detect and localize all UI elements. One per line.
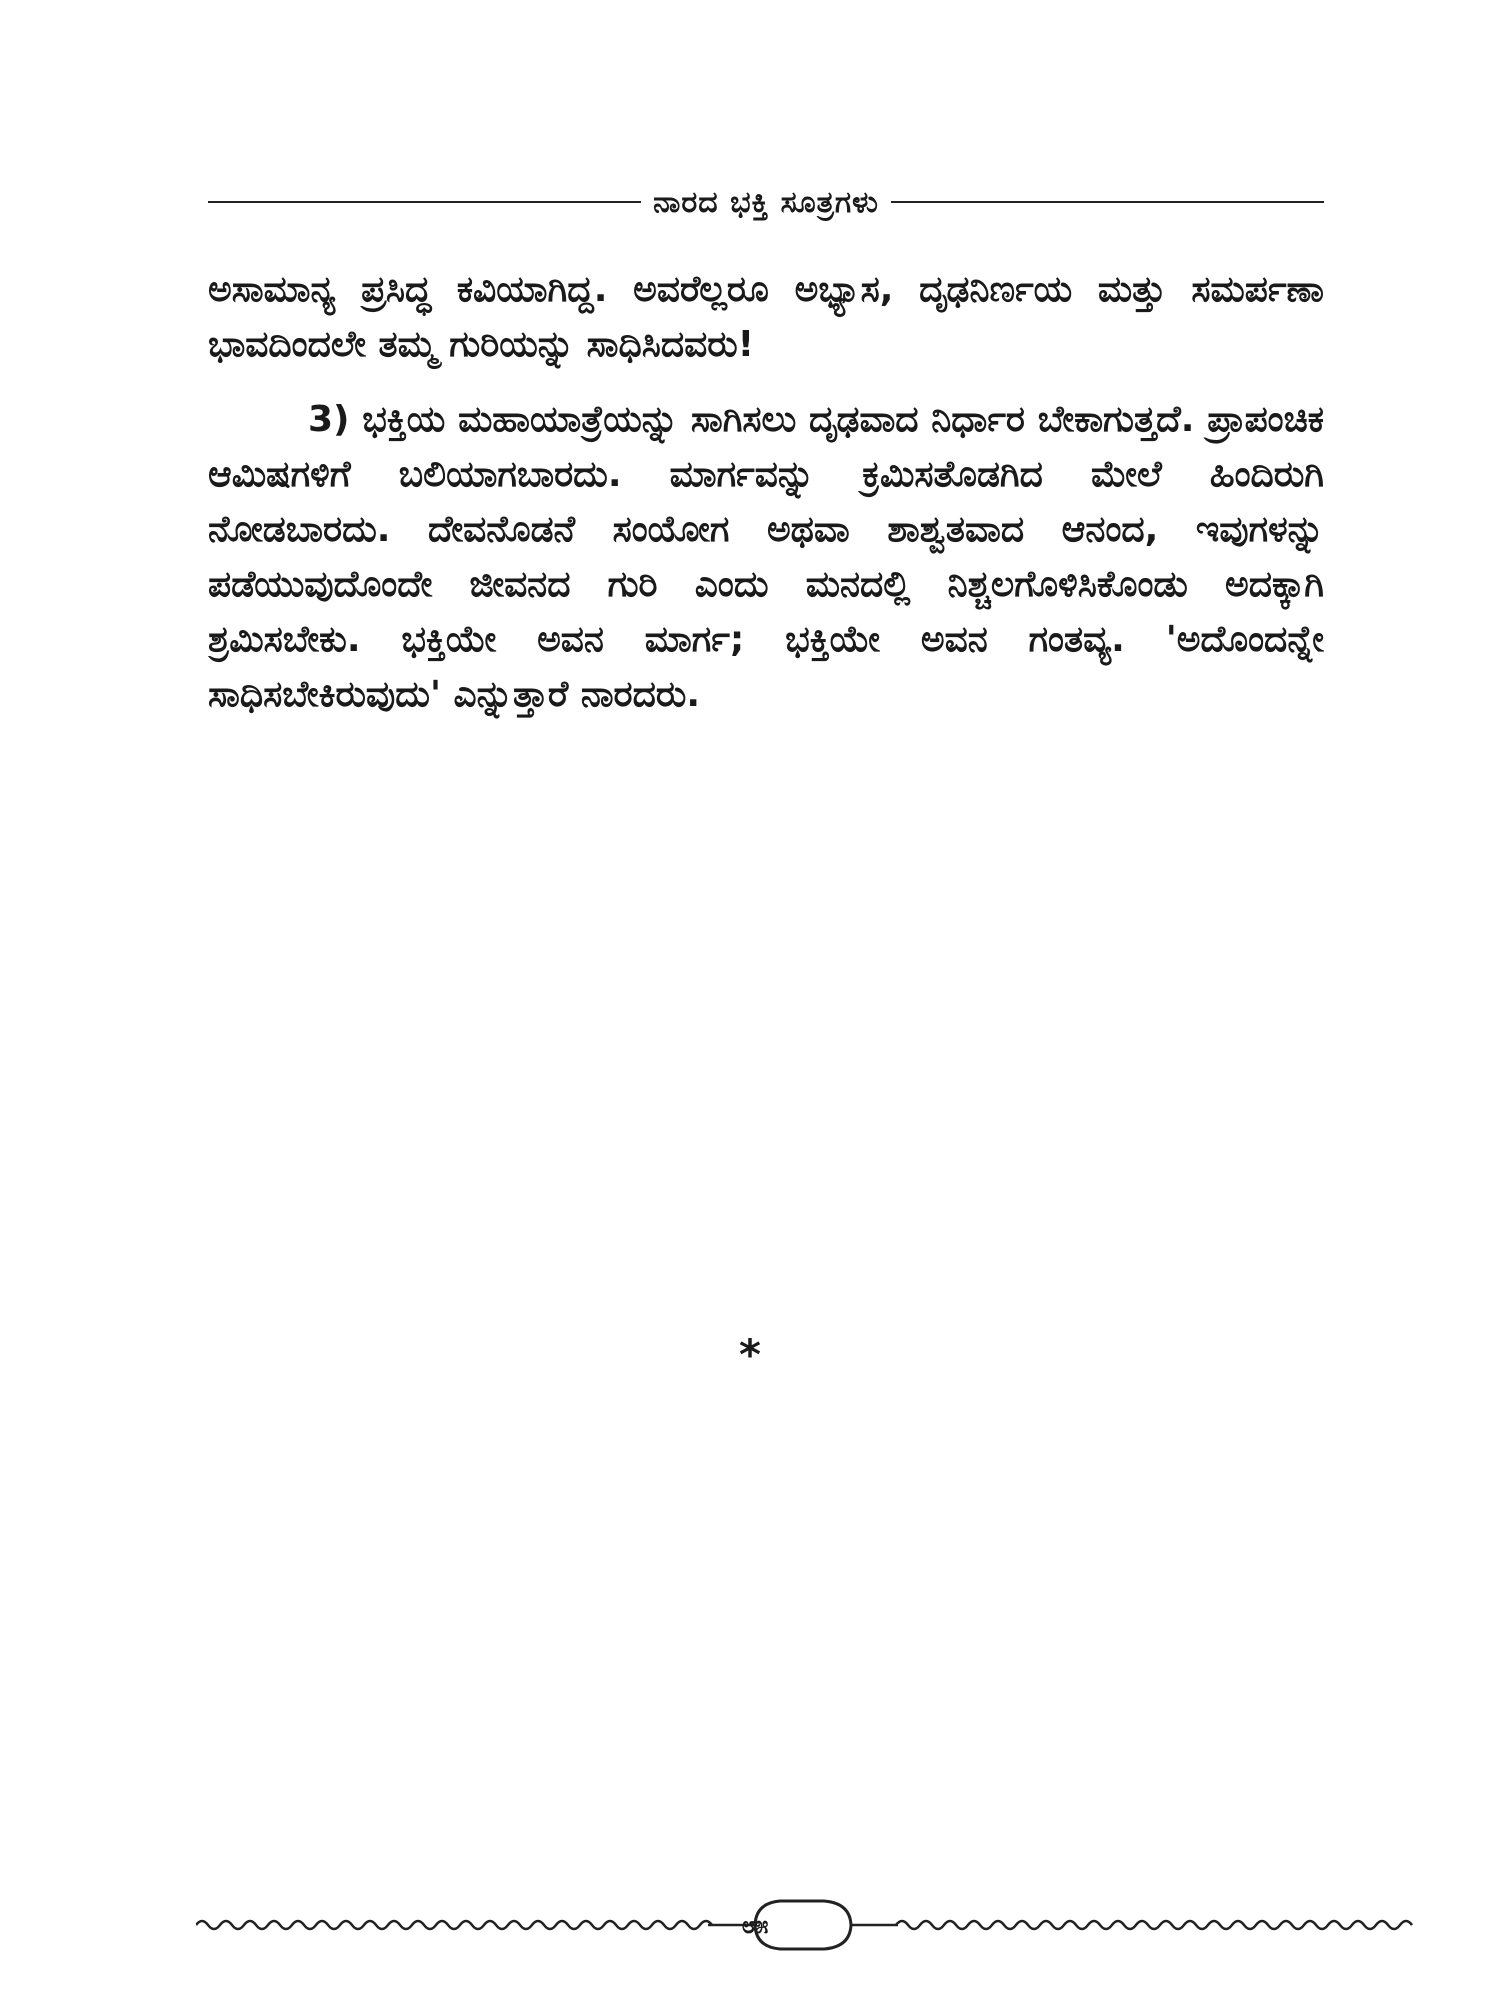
paragraph-1: ಅಸಾಮಾನ್ಯ ಪ್ರಸಿದ್ಧ ಕವಿಯಾಗಿದ್ದ. ಅವರೆಲ್ಲರೂ ಅಭ್ಯಾಸ, ದೃಢನಿರ್ಣಯ ಮತ್ತು ಸಮರ್ಪಣಾ ಭಾವದಿಂದಲೇ ತಮ್ಮ ಗುರಿಯನ್ನು ಸಾಧಿಸಿದವರು!: [208, 269, 1324, 365]
wave-border-icon: [196, 1895, 1416, 1955]
footer-ornament: [196, 1895, 1416, 1955]
header-rule-right: [891, 201, 1324, 203]
running-header: [208, 180, 1324, 224]
paragraph-2: 3) ಭಕ್ತಿಯ ಮಹಾಯಾತ್ರೆಯನ್ನು ಸಾಗಿಸಲು ದೃಢವಾದ ನಿರ್ಧಾರ ಬೇಕಾಗುತ್ತದೆ. ಪ್ರಾಪಂಚಿಕ ಆಮಿಷಗಳಿಗೆ ಬಲಿಯಾಗಬಾರದು. ಮಾರ್ಗವನ್ನು ಕ್ರಮಿಸತೊಡಗಿದ ಮೇಲೆ ಹಿಂದಿರುಗಿ ನೋಡಬಾರದು. ದೇವನೊಡನೆ ಸಂಯೋಗ ಅಥವಾ ಶಾಶ್ವತವಾದ ಆನಂದ, ಇವುಗಳನ್ನು ಪಡೆಯುವುದೊಂದೇ ಜೀವನದ ಗುರಿ ಎಂದು ಮನದಲ್ಲಿ ನಿಶ್ಚಲಗೊಳಿಸಿಕೊಂಡು ಅದಕ್ಕಾಗಿ ಶ್ರಮಿಸಬೇಕು. ಭಕ್ತಿಯೇ ಅವನ ಮಾರ್ಗ; ಭಕ್ತಿಯೇ ಅವನ ಗಂತವ್ಯ. 'ಅದೊಂದನ್ನೇ ಸಾಧಿಸಬೇಕಿರುವುದು' ಎನ್ನುತ್ತಾರೆ ನಾರದರು.: [208, 399, 1324, 715]
header-title: ನಾರದ ಭಕ್ತಿ ಸೂತ್ರಗಳು: [653, 184, 879, 220]
body-text: [208, 262, 1324, 722]
section-separator: *: [739, 1330, 761, 1379]
header-rule-left: [208, 201, 641, 203]
page-number: ೮೫: [741, 1911, 769, 1939]
